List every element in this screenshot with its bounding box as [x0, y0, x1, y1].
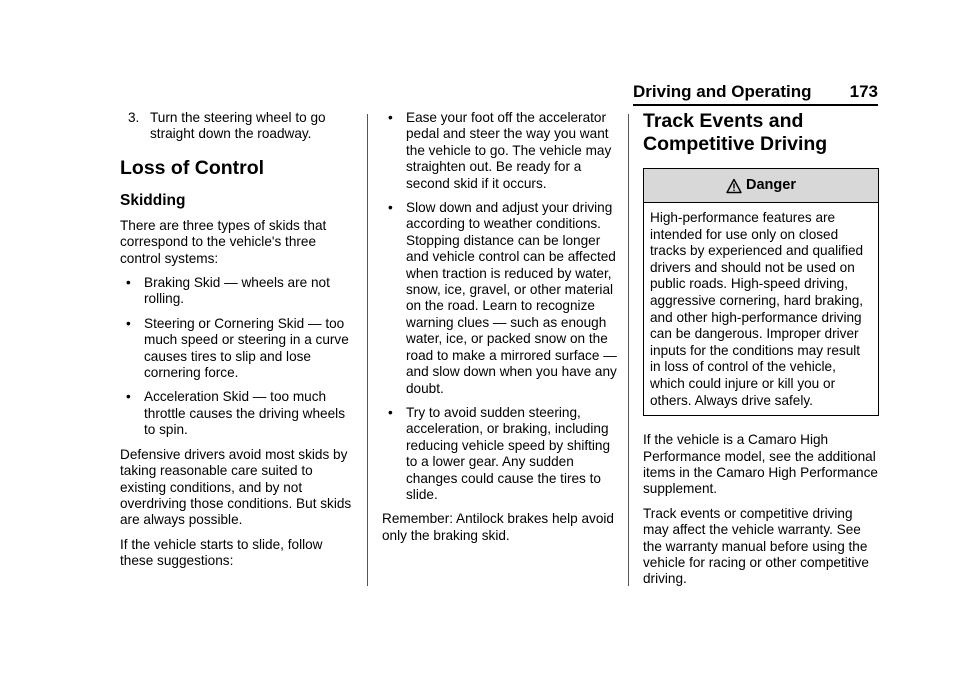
list-item-text: Steering or Cornering Skid — too much speed or steering in a curve causes tires to slip and lose cornering force.: [144, 315, 349, 381]
list-item: [120, 316, 356, 382]
warning-triangle-icon: [726, 178, 742, 194]
column-3: [643, 110, 879, 596]
section-title-loss-of-control: Loss of Control: [120, 156, 265, 179]
paragraph-remember: Remember: Antilock brakes help avoid only the braking skid.: [382, 511, 614, 543]
paragraph: If the vehicle is a Camaro High Performance model, see the additional items in the Camaro High Performance supplement.: [643, 432, 878, 497]
running-title: Driving and Operating: [633, 82, 812, 101]
paragraph: Track events or competitive driving may affect the vehicle warranty. See the warranty manual before using the vehicle for racing or other competitive driving.: [643, 505, 869, 587]
list-item: [382, 110, 618, 192]
page-header: [633, 82, 878, 106]
list-item: [120, 389, 356, 438]
list-item: [120, 275, 356, 308]
column-2: [382, 110, 618, 552]
list-item-text: Slow down and adjust your driving according to weather conditions. Stopping distance can be longer and vehicle control can be affected when traction is reduced by water, snow, ice, gravel, or other material on the road. Learn to recognize warning clues — such as enough water, ice, or packed snow on the road to make a mirrored surface — and slow down when you have any doubt.: [406, 200, 617, 396]
bullet: •: [126, 389, 131, 405]
step-3: [120, 110, 356, 143]
paragraph: Defensive drivers avoid most skids by taking reasonable care suited to existing conditions, and by not overdriving those conditions. But skids are always possible.: [120, 446, 352, 528]
danger-body: High-performance features are intended for use only on closed tracks by experienced and qualified drivers and should not be used on public roads. High-speed driving, aggressive cornering, hard braking, and other high-performance driving can be dangerous. Improper driver inputs for the conditions may result in loss of control of the vehicle, which could injure or kill you or others. Always drive safely.: [650, 210, 864, 408]
subsection-title-skidding: Skidding: [120, 191, 186, 209]
column-divider-2: [628, 114, 629, 586]
column-1: [120, 110, 356, 578]
bullet: •: [126, 315, 131, 331]
bullet: •: [126, 275, 131, 291]
paragraph: If the vehicle starts to slide, follow these suggestions:: [120, 536, 323, 569]
column-divider-1: [367, 114, 368, 586]
list-item: [382, 200, 618, 397]
danger-box: [643, 168, 879, 416]
list-item: [382, 405, 618, 503]
header-rule: [633, 104, 878, 106]
step-text: Turn the steering wheel to go straight down the roadway.: [150, 110, 326, 142]
danger-header: [644, 169, 878, 203]
step-number: 3.: [128, 110, 140, 125]
list-item-text: Try to avoid sudden steering, acceleration, or braking, including reducing vehicle speed by shifting to a lower gear. Any sudden changes could cause the tires to slide.: [406, 404, 611, 502]
danger-label: Danger: [746, 177, 796, 194]
bullet: •: [388, 200, 393, 216]
section-title-track-events: Track Events and Competitive Driving: [643, 110, 828, 155]
skid-intro: There are three types of skids that correspond to the vehicle's three control systems:: [120, 217, 327, 266]
list-item-text: Braking Skid — wheels are not rolling.: [144, 275, 330, 307]
list-item-text: Ease your foot off the accelerator pedal and steer the way you want the vehicle to go. The vehicle may straighten out. Be ready for a second skid if it occurs.: [406, 110, 612, 191]
page-number: 173: [849, 82, 878, 101]
bullet: •: [388, 404, 393, 420]
bullet: •: [388, 110, 393, 125]
list-item-text: Acceleration Skid — too much throttle causes the driving wheels to spin.: [144, 389, 345, 438]
